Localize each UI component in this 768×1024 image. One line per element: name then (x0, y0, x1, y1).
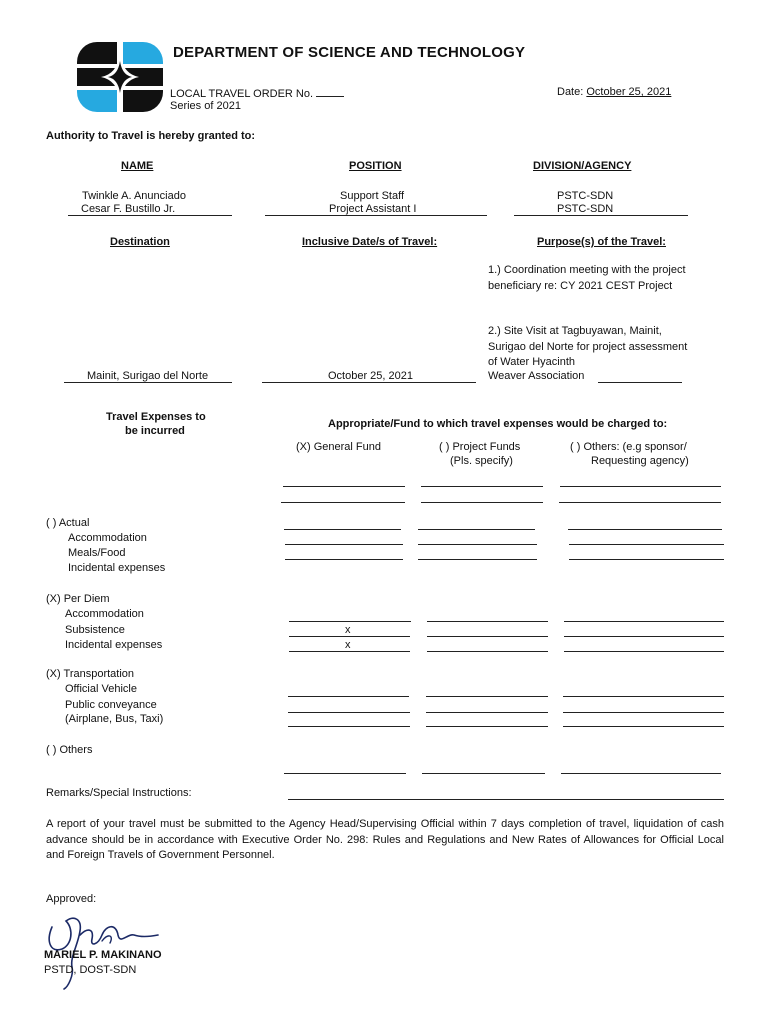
public-conveyance: Public conveyance (65, 699, 157, 711)
fund-line (421, 502, 543, 503)
transport-line (426, 696, 548, 697)
dost-logo-icon (77, 42, 163, 112)
signature-icon (44, 905, 164, 991)
purpose-item-2: 2.) Site Visit at Tagbuyawan, Mainit, Surigao del Norte for project assessment of Water Hyacinth (488, 325, 688, 368)
approver-office: PSTD, DOST-SDN (44, 964, 137, 976)
date-value: October 25, 2021 (586, 86, 672, 98)
purpose-item-1: 1.) Coordination meeting with the project beneficiary re: CY 2021 CEST Project (488, 264, 686, 292)
person-division-2: PSTC-SDN (557, 203, 614, 215)
division-header: DIVISION/AGENCY (533, 160, 632, 172)
per-diem-line (289, 651, 410, 652)
approved-label: Approved: (46, 893, 97, 905)
report-paragraph: A report of your travel must be submitted to the Agency Head/Supervising Official within 7 days completion of travel, liquidation of cash advance should be in accordance with Executive Order No. 298: Rules and Regulations and New Rates of Allowances for Official Local and Foreign Travels of Government Personnel. (46, 818, 724, 861)
remarks-label: Remarks/Special Instructions: (46, 787, 192, 799)
name-header: NAME (121, 160, 154, 172)
purpose-item-2-end: Weaver Association (488, 370, 585, 382)
transport-line (563, 712, 724, 713)
pd-subsistence-mark: x (345, 624, 351, 636)
per-diem-line (427, 651, 548, 652)
fund-line (560, 486, 721, 487)
actual-line (568, 529, 722, 530)
travel-order-label: LOCAL TRAVEL ORDER No. (170, 86, 344, 100)
per-diem-line (564, 621, 724, 622)
pd-incidental-mark: x (345, 639, 351, 651)
actual-line (285, 544, 403, 545)
transportation-label: (X) Transportation (46, 668, 135, 680)
approver-name: MARIEL P. MAKINANO (44, 949, 162, 961)
remarks-line (288, 799, 724, 800)
person-position-2: Project Assistant I (329, 203, 417, 215)
dates-header: Inclusive Date/s of Travel: (302, 236, 438, 248)
dates-value: October 25, 2021 (328, 370, 414, 382)
actual-line (418, 559, 537, 560)
transport-line (288, 712, 410, 713)
fund-others-1: ( ) Others: (e.g sponsor/ (570, 441, 687, 453)
per-diem-line (289, 621, 411, 622)
actual-line (284, 529, 401, 530)
official-vehicle: Official Vehicle (65, 683, 137, 695)
signature (44, 905, 164, 991)
person-position-1: Support Staff (340, 190, 405, 202)
fund-header: Appropriate/Fund to which travel expenses would be charged to: (328, 418, 668, 430)
travel-order-number (316, 86, 344, 97)
destination-header: Destination (110, 236, 170, 248)
actual-incidental: Incidental expenses (68, 562, 166, 574)
per-diem-line (564, 651, 724, 652)
fund-line (281, 502, 405, 503)
person-name-2: Cesar F. Bustillo Jr. (81, 203, 176, 215)
purpose-header: Purpose(s) of the Travel: (537, 236, 666, 248)
department-title: DEPARTMENT OF SCIENCE AND TECHNOLOGY (173, 44, 526, 61)
per-diem-label: (X) Per Diem (46, 593, 110, 605)
fund-line (559, 502, 721, 503)
date-field: Date: October 25, 2021 (557, 86, 672, 98)
authority-text: Authority to Travel is hereby granted to: (46, 130, 256, 142)
dost-logo (77, 42, 163, 112)
fund-general: (X) General Fund (296, 441, 381, 453)
per-diem-line (427, 636, 548, 637)
per-diem-line (289, 636, 410, 637)
actual-line (569, 544, 724, 545)
pd-accommodation: Accommodation (65, 608, 144, 620)
dates-underline (262, 382, 476, 383)
transport-line (288, 696, 409, 697)
destination-value: Mainit, Surigao del Norte (87, 370, 209, 382)
destination-underline (64, 382, 232, 383)
person-division-1: PSTC-SDN (557, 190, 614, 202)
others-line (422, 773, 545, 774)
others-line (561, 773, 721, 774)
pd-subsistence: Subsistence (65, 624, 125, 636)
expenses-header-2: be incurred (125, 425, 185, 437)
actual-line (418, 529, 535, 530)
pd-incidental: Incidental expenses (65, 639, 163, 651)
public-conveyance-sub: (Airplane, Bus, Taxi) (65, 713, 164, 725)
name-underline (68, 215, 232, 216)
actual-accommodation: Accommodation (68, 532, 147, 544)
actual-label: ( ) Actual (46, 517, 90, 529)
purpose-underline (598, 382, 682, 383)
division-underline (514, 215, 688, 216)
fund-line (421, 486, 543, 487)
actual-line (285, 559, 403, 560)
others-label: ( ) Others (46, 744, 93, 756)
fund-line (283, 486, 405, 487)
position-header: POSITION (349, 160, 402, 172)
fund-others-2: Requesting agency) (591, 455, 689, 467)
transport-line (426, 726, 548, 727)
per-diem-line (427, 621, 548, 622)
transport-line (288, 726, 410, 727)
per-diem-line (564, 636, 724, 637)
person-name-1: Twinkle A. Anunciado (82, 190, 186, 202)
transport-line (563, 726, 724, 727)
actual-line (569, 559, 724, 560)
expenses-header-1: Travel Expenses to (106, 411, 206, 423)
fund-project-1: ( ) Project Funds (439, 441, 521, 453)
actual-line (418, 544, 537, 545)
transport-line (426, 712, 548, 713)
transport-line (563, 696, 724, 697)
position-underline (265, 215, 487, 216)
fund-project-2: (Pls. specify) (450, 455, 513, 467)
actual-meals: Meals/Food (68, 547, 126, 559)
series-label: Series of 2021 (170, 100, 241, 112)
others-line (284, 773, 406, 774)
